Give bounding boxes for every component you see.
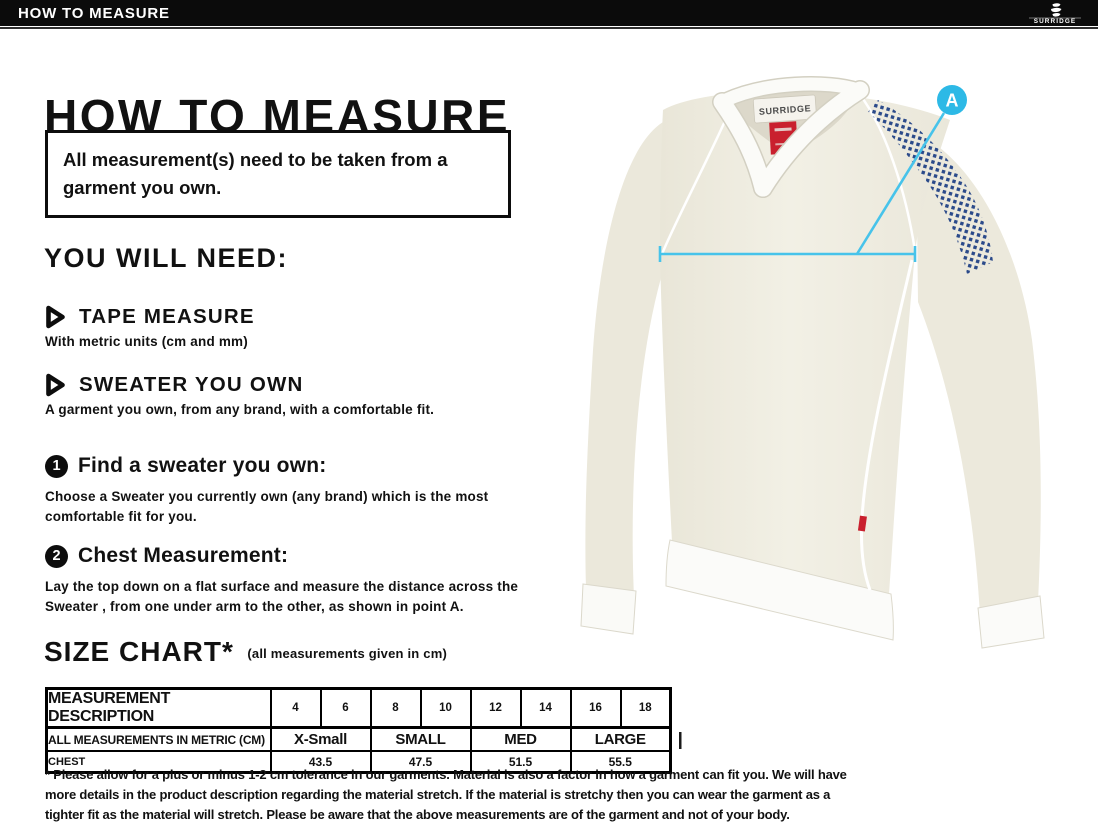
need-item-subtitle: With metric units (cm and mm): [45, 334, 248, 349]
right-sleeve: [916, 132, 1041, 615]
size-chart-heading: [44, 636, 447, 668]
footnote-line: more details in the product description regarding the material stretch. If the material is stretchy then you can wear the garment as a: [45, 787, 831, 802]
size-header: 6: [321, 689, 371, 728]
scan-artifact: [679, 732, 682, 749]
size-group: MED: [471, 728, 571, 752]
step-description: Choose a Sweater you currently own (any brand) which is the most comfortable fit for you.: [45, 489, 489, 524]
size-group: X-Small: [271, 728, 371, 752]
step-number-badge: 2: [45, 545, 68, 568]
measurement-value: 47.5: [371, 751, 471, 773]
surridge-logo-icon: [1026, 3, 1084, 24]
footnote: [45, 765, 847, 825]
need-item-sweater: [45, 373, 434, 417]
need-item-title: TAPE MEASURE: [79, 305, 255, 328]
row-label: ALL MEASUREMENTS IN METRIC (CM): [47, 728, 271, 752]
size-header: 12: [471, 689, 521, 728]
measurement-value: 55.5: [571, 751, 671, 773]
triangle-bullet-icon: [45, 373, 66, 397]
size-group: LARGE: [571, 728, 671, 752]
top-bar-divider: [0, 27, 1098, 29]
row-label: CHEST: [47, 751, 271, 773]
size-header: 14: [521, 689, 571, 728]
need-item-subtitle: A garment you own, from any brand, with a comfortable fit.: [45, 402, 435, 417]
step-description: Lay the top down on a flat surface and measure the distance across the Sweater , from one under arm to the other, as shown in point A.: [45, 579, 519, 614]
column-header: MEASUREMENT DESCRIPTION: [47, 689, 271, 728]
size-header: 18: [621, 689, 671, 728]
page-title: HOW TO MEASURE: [44, 89, 511, 142]
step-number-badge: 1: [45, 455, 68, 478]
step-title: Chest Measurement:: [78, 544, 289, 567]
neck-label-text: SURRIDGE: [758, 103, 812, 117]
size-group: SMALL: [371, 728, 471, 752]
sweater-figure: [560, 40, 1120, 760]
triangle-bullet-icon: [45, 305, 66, 329]
notice-text: All measurement(s) need to be taken from a garment you own.: [63, 149, 448, 198]
left-sleeve: [585, 122, 663, 596]
surridge-logo: [1026, 3, 1098, 24]
need-item-tape-measure: [45, 305, 255, 349]
size-header: 4: [271, 689, 321, 728]
left-cuff: [581, 584, 636, 634]
notice-box: [45, 130, 511, 218]
size-header: 10: [421, 689, 471, 728]
size-chart-subtitle: (all measurements given in cm): [247, 646, 447, 661]
measurement-value: 43.5: [271, 751, 371, 773]
size-header: 8: [371, 689, 421, 728]
surridge-logo-text: SURRIDGE: [1033, 17, 1077, 24]
measurement-value: 51.5: [471, 751, 571, 773]
size-chart-title: SIZE CHART*: [44, 636, 234, 667]
footnote-line: * Please allow for a plus or minus 1-2 cm tolerance in our garments. Material is also a factor in how a garment can fit you. We will have: [45, 767, 847, 782]
top-bar-title: HOW TO MEASURE: [18, 4, 170, 22]
step-1: [45, 454, 555, 526]
step-title: Find a sweater you own:: [78, 454, 327, 477]
footnote-line: tighter fit as the material will stretch. Please be aware that the above measurements are of the garment and not of your body.: [45, 807, 790, 822]
you-will-need-heading: YOU WILL NEED:: [44, 243, 289, 273]
point-a-label: A: [945, 90, 959, 111]
top-bar: [0, 0, 1098, 26]
step-2: [45, 544, 555, 616]
need-item-title: SWEATER YOU OWN: [79, 373, 304, 396]
size-header: 16: [571, 689, 621, 728]
